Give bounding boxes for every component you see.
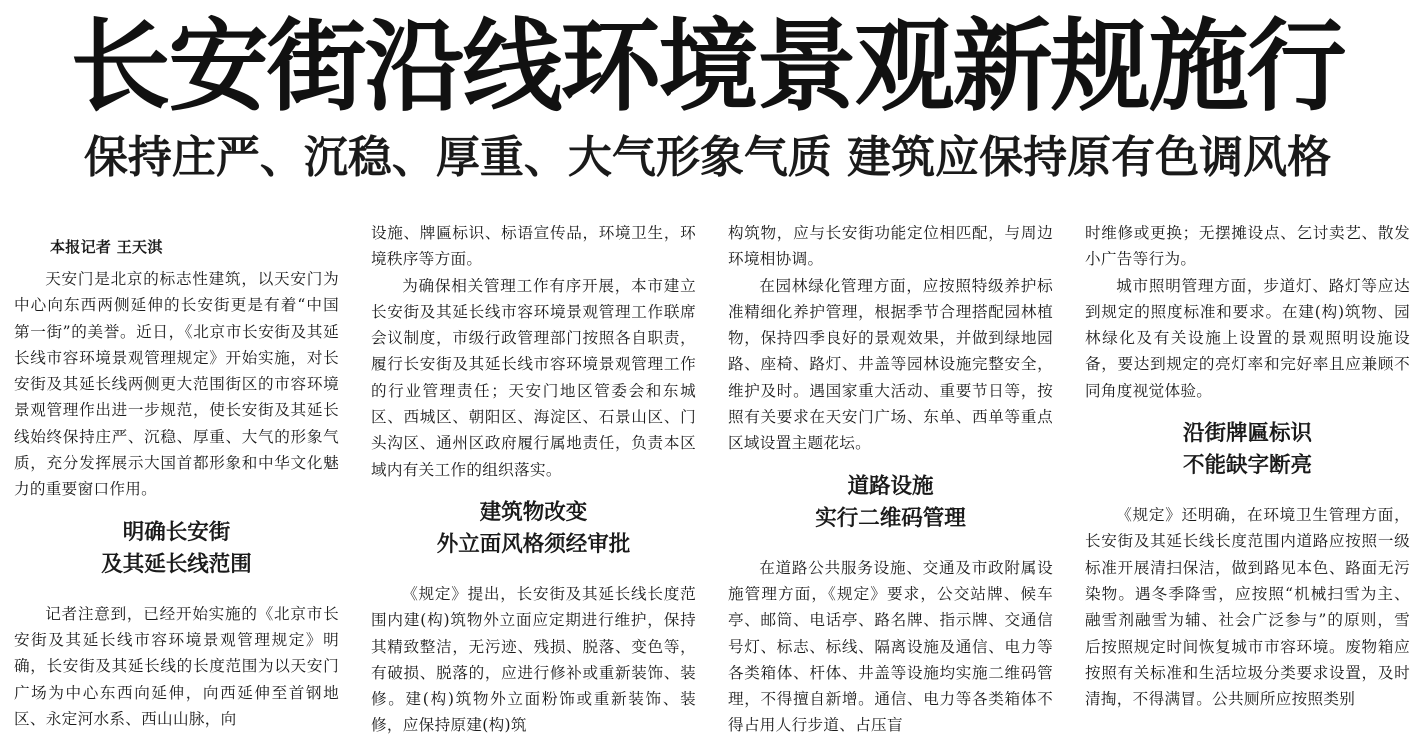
section-heading (371, 497, 696, 561)
section-heading (1085, 418, 1410, 482)
byline: 本报记者 王天淇 (50, 238, 163, 256)
section-heading-line: 明确长安街 (122, 519, 231, 545)
paragraph: 设施、牌匾标识、标语宣传品，环境卫生，环境秩序等方面。 (371, 224, 696, 269)
paragraph: 在园林绿化管理方面，应按照特级养护标准精细化养护管理，根据季节合理搭配园林植物，保持四季良好的景观效果，并做到绿地园路、座椅、路灯、井盖等园林设施完整安全，维护及时。遇国家重大活动、重要节日等，按照有关要求在天安门广场、东单、西单等重点区域设置主题花坛。 (728, 276, 1053, 453)
section-heading-line: 道路设施 (847, 473, 934, 499)
paragraph: 构筑物，应与长安街功能定位相匹配，与周边环境相协调。 (728, 224, 1053, 269)
paragraph: 记者注意到，已经开始实施的《北京市长安街及其延长线市容环境景观管理规定》明确，长安街及其延长线的长度范围为以天安门广场为中心东西向延伸，向西延伸至首钢地区、永定河水系、西山山脉，向 (14, 604, 339, 728)
section-heading-line: 沿街牌匾标识 (1182, 421, 1312, 447)
section-heading-line: 外立面风格须经审批 (436, 531, 631, 557)
article-column-2 (371, 220, 696, 735)
section-heading-line: 建筑物改变 (479, 499, 588, 525)
subheadline: 保持庄严、沉稳、厚重、大气形象气质 建筑应保持原有色调风格 (83, 132, 1332, 183)
paragraph: 城市照明管理方面，步道灯、路灯等应达到规定的照度标准和要求。在建(构)筑物、园林绿化及有关设施上设置的景观照明设施设备，要达到规定的亮灯率和完好率且应兼顾不同角度视觉体验。 (1085, 276, 1410, 400)
article-column-4 (1085, 220, 1410, 715)
section-heading (14, 517, 339, 581)
paragraph: 为确保相关管理工作有序开展，本市建立长安街及其延长线市容环境景观管理工作联席会议制度，市级行政管理部门按照各自职责，履行长安街及其延长线市容环境景观管理工作的行业管理责任；天安门地区管委会和东城区、西城区、朝阳区、海淀区、石景山区、门头沟区、通州区政府履行属地责任，负责本区域内有关工作的组织落实。 (371, 276, 696, 479)
paragraph: 天安门是北京的标志性建筑，以天安门为中心向东西两侧延伸的长安街更是有着“中国第一街”的美誉。近日，《北京市长安街及其延长线市容环境景观管理规定》开始实施，对长安街及其延长线两侧更大范围街区的市容环境景观管理作出进一步规范，使长安街及其延长线始终保持庄严、沉稳、厚重、大气的形象气质，充分发挥展示大国首都形象和中华文化魅力的重要窗口作用。 (14, 270, 339, 499)
paragraph: 《规定》提出，长安街及其延长线长度范围内建(构)筑物外立面应定期进行维护，保持其精致整洁，无污迹、残损、脱落、变色等，有破损、脱落的，应进行修补或重新装饰、装修。建(构)筑物外立面粉饰或重新装饰、装修，应保持原建(构)筑 (371, 584, 696, 735)
section-heading-line: 不能缺字断亮 (1182, 453, 1312, 479)
section-heading-line: 及其延长线范围 (101, 551, 252, 577)
section-heading (728, 471, 1053, 535)
headline: 长安街沿线环境景观新规施行 (70, 8, 1345, 125)
paragraph: 在道路公共服务设施、交通及市政附属设施管理方面，《规定》要求，公交站牌、候车亭、邮筒、电话亭、路名牌、指示牌、交通信号灯、标志、标线、隔离设施及通信、电力等各类箱体、杆体、井盖等设施均实施二维码管理，不得擅自新增。通信、电力等各类箱体不得占用人行步道、占压盲 (728, 558, 1053, 735)
article-column-3 (728, 220, 1053, 735)
paragraph: 《规定》还明确，在环境卫生管理方面，长安街及其延长线长度范围内道路应按照一级标准开展清扫保洁，做到路见本色、路面无污染物。遇冬季降雪，应按照“机械扫雪为主、融雪剂融雪为辅、社会广泛参与”的原则，雪后按照规定时间恢复城市市容环境。废物箱应按照有关标准和生活垃圾分类要求设置，及时清掏，不得满冒。公共厕所应按照类别 (1085, 506, 1410, 709)
section-heading-line: 实行二维码管理 (815, 505, 966, 531)
article-column-1 (14, 222, 339, 728)
paragraph: 时维修或更换；无摆摊设点、乞讨卖艺、散发小广告等行为。 (1085, 224, 1410, 269)
